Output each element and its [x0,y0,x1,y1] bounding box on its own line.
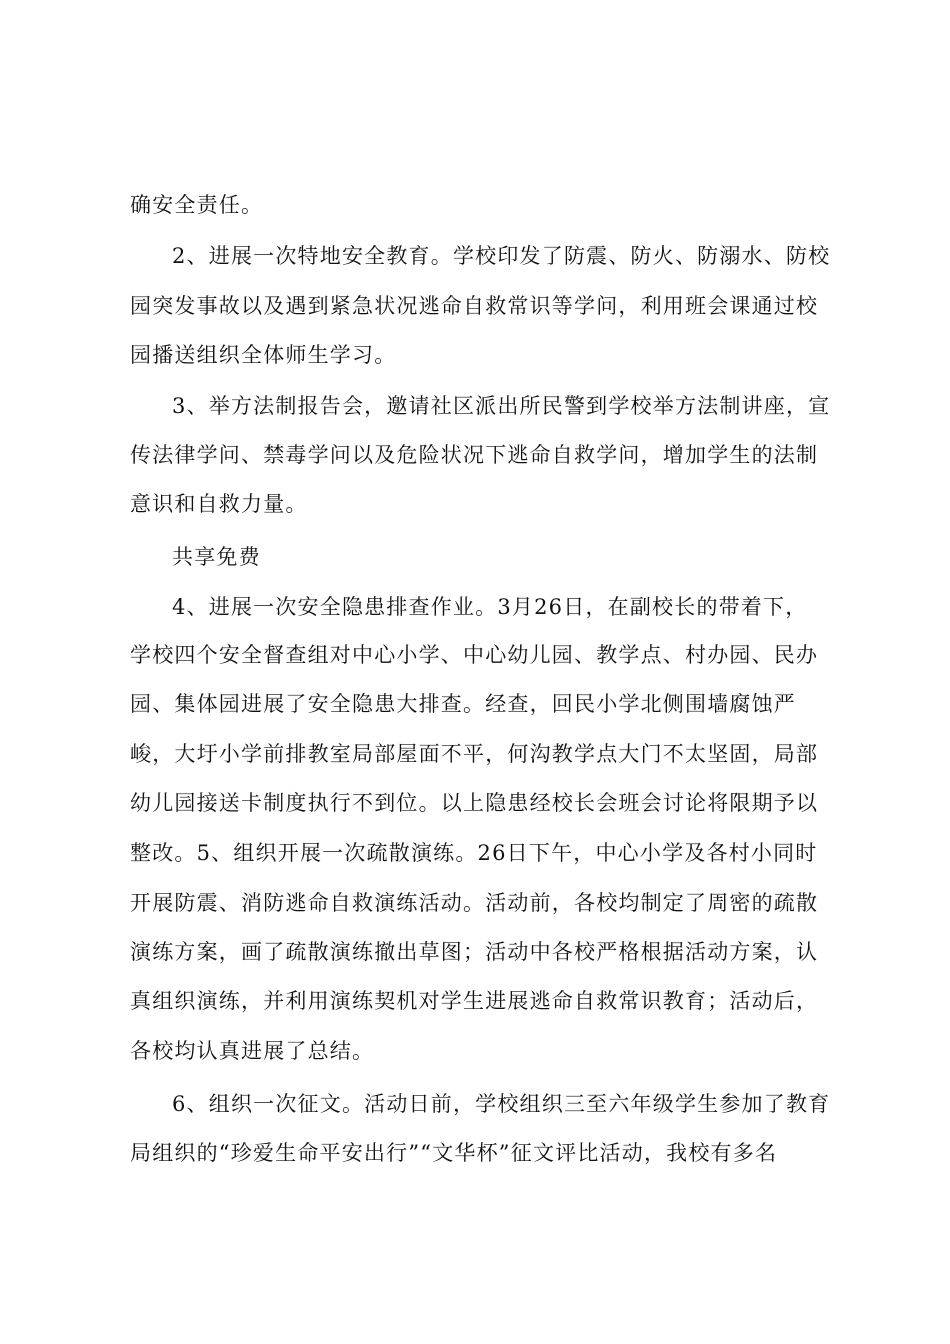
text-line: 传法律学问、禁毒学问以及危险状况下逃命自救学问，增加学生的法制 [130,443,819,467]
text-line: 2、进展一次特地安全教育。学校印发了防震、防火、防溺水、防校 [172,244,831,268]
text-line: 4、进展一次安全隐患排查作业。3月26日，在副校长的带着下， [172,595,808,619]
text-line: 3、举方法制报告会，邀请社区派出所民警到学校举方法制讲座，宣 [172,394,831,418]
text-line: 意识和自救力量。 [130,492,308,516]
text-line: 各校均认真进展了总结。 [130,1039,375,1063]
text-line: 演练方案，画了疏散演练撤出草图；活动中各校严格根据活动方案，认 [130,940,819,964]
text-line: 真组织演练，并利用演练契机对学生进展逃命自救常识教育；活动后， [130,989,819,1013]
text-line: 开展防震、消防逃命自救演练活动。活动前，各校均制定了周密的疏散 [130,891,819,915]
text-line: 峻，大圩小学前排教室局部屋面不平，何沟教学点大门不太坚固，局部 [130,742,819,766]
text-line: 园播送组织全体师生学习。 [130,343,397,367]
text-line: 6、组织一次征文。活动日前，学校组织三至六年级学生参加了教育 [172,1092,831,1116]
text-line: 园、集体园进展了安全隐患大排查。经查，回民小学北侧围墙腐蚀严 [130,692,796,716]
text-line: 幼儿园接送卡制度执行不到位。以上隐患经校长会班会讨论将限期予以 [130,791,819,815]
text-line: 局组织的“珍爱生命平安出行”“文华杯”征文评比活动，我校有多名 [130,1141,778,1165]
text-line: 学校四个安全督查组对中心小学、中心幼儿园、教学点、村办园、民办 [130,643,819,667]
text-line: 整改。5、组织开展一次疏散演练。26日下午，中心小学及各村小同时 [130,841,818,865]
text-line: 园突发事故以及遇到紧急状况逃命自救常识等学问，利用班会课通过校 [130,294,819,318]
text-line: 确安全责任。 [130,193,264,217]
text-line: 共享免费 [172,545,261,569]
